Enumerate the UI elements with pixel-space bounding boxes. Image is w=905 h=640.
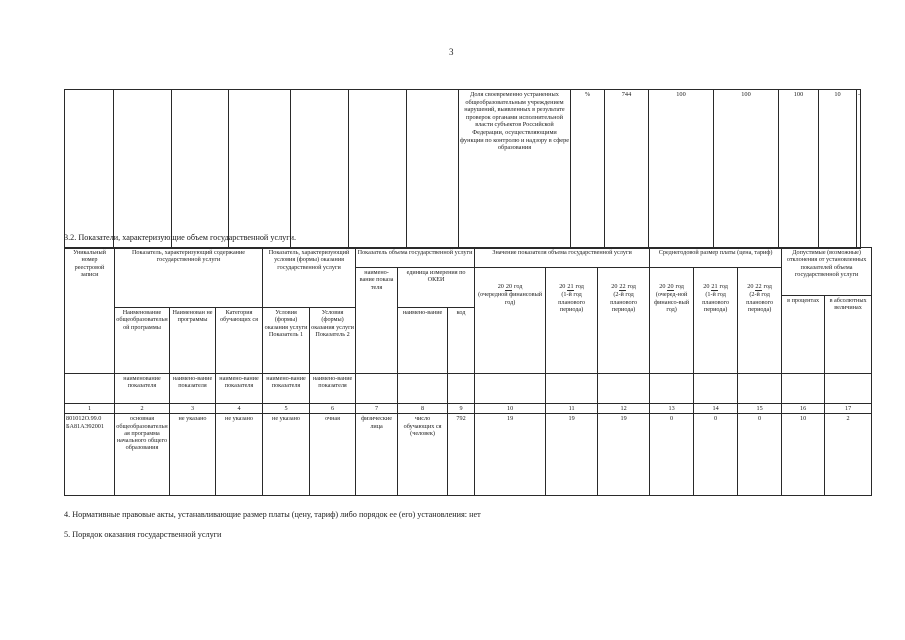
program: основная общеобразовательная программа начального общего образования xyxy=(115,414,170,496)
column-number: 5 xyxy=(263,404,310,414)
page-number: 3 xyxy=(449,47,454,57)
unit-name: число обучающих ся (человек) xyxy=(398,414,448,496)
empty-cell xyxy=(825,374,872,404)
sub-indicator-name: наимено-вание показателя xyxy=(170,374,216,404)
fee-2022: 0 xyxy=(738,414,782,496)
empty-cell xyxy=(114,90,172,249)
value-2021: 19 xyxy=(546,414,598,496)
category: не указано xyxy=(216,414,263,496)
column-number: 13 xyxy=(650,404,694,414)
fee-2020: 0 xyxy=(650,414,694,496)
unit: % xyxy=(571,90,605,249)
header-program-name-2: Наименован не программы xyxy=(170,308,216,374)
column-number: 15 xyxy=(738,404,782,414)
column-number: 7 xyxy=(356,404,398,414)
header-conditions-indicator: Показатель, характеризующий условия (формы) оказания государственной услуги xyxy=(263,248,356,308)
empty-cell xyxy=(349,90,407,249)
empty-cell xyxy=(448,374,475,404)
header-year-2021: 20 21 год (1-й год планового периода) xyxy=(546,268,598,374)
header-fee-2021: 20 21 год (1-й год планового периода) xyxy=(694,268,738,374)
empty-cell xyxy=(738,374,782,404)
header-unit-code: код xyxy=(448,308,475,374)
sub-indicator-name: наимено-вание показателя xyxy=(263,374,310,404)
header-unit-okei: единица измерения по ОКЕИ xyxy=(398,268,475,308)
volume-indicators-table xyxy=(64,247,872,496)
column-number: 10 xyxy=(475,404,546,414)
empty-cell xyxy=(598,374,650,404)
okei-code: 744 xyxy=(605,90,649,249)
header-conditions-2: Условия (формы) оказания услуги Показатель 2 xyxy=(310,308,356,374)
deviation-absolute: 2 xyxy=(825,414,872,496)
column-number: 17 xyxy=(825,404,872,414)
deviation-percent: 10 xyxy=(819,90,857,249)
sub-indicator-name: наименование показателя xyxy=(115,374,170,404)
header-record-number: Уникальный номер реестровой записи xyxy=(65,248,115,374)
empty-cell xyxy=(546,374,598,404)
header-in-percent: в процентах xyxy=(782,296,825,374)
empty-cell xyxy=(356,374,398,404)
column-number: 16 xyxy=(782,404,825,414)
header-volume-value: Значение показателя объема государственной услуги xyxy=(475,248,650,268)
header-program-name: Наименование общеобразовательной программы xyxy=(115,308,170,374)
header-conditions-1: Условия (формы) оказания услуги Показатель 1 xyxy=(263,308,310,374)
empty-cell xyxy=(65,90,114,249)
empty-cell xyxy=(694,374,738,404)
indicator: физические лица xyxy=(356,414,398,496)
section-5-title: 5. Порядок оказания государственной услуги xyxy=(64,530,222,539)
deviation-absolute: - xyxy=(857,90,861,249)
column-number: 14 xyxy=(694,404,738,414)
record-number: 801012О.99.0 БА81АЭ92001 xyxy=(65,414,115,496)
header-year-2020: 20 20 год (очередной финансовый год) xyxy=(475,268,546,374)
value-2022: 19 xyxy=(598,414,650,496)
header-content-indicator: Показатель, характеризующий содержание государственной услуги xyxy=(115,248,263,308)
header-unit-name: наимено-вание xyxy=(398,308,448,374)
header-fee-2020: 20 20 год (очеред-ной финансо-вый год) xyxy=(650,268,694,374)
quality-indicators-table xyxy=(64,89,861,249)
header-volume-indicator: Показатель объема государственной услуги xyxy=(356,248,475,268)
value-2021: 100 xyxy=(714,90,779,249)
column-number: 6 xyxy=(310,404,356,414)
empty-cell xyxy=(229,90,291,249)
empty-cell xyxy=(65,374,115,404)
column-number: 4 xyxy=(216,404,263,414)
column-number: 9 xyxy=(448,404,475,414)
header-fee-2022: 20 22 год (2-й год планового периода) xyxy=(738,268,782,374)
column-number: 11 xyxy=(546,404,598,414)
header-avg-fee: Среднегодовой размер платы (цена, тариф) xyxy=(650,248,782,268)
column-number: 8 xyxy=(398,404,448,414)
header-allowed-deviation: Допустимые (возможные) отклонения от установленных показателей объема государственной услуги xyxy=(782,248,872,296)
empty-cell xyxy=(291,90,349,249)
program-2: не указано xyxy=(170,414,216,496)
condition-2: очная xyxy=(310,414,356,496)
value-2020: 19 xyxy=(475,414,546,496)
header-student-category: Категория обучающих ся xyxy=(216,308,263,374)
empty-cell xyxy=(398,374,448,404)
value-2022: 100 xyxy=(779,90,819,249)
empty-cell xyxy=(407,90,459,249)
column-number: 12 xyxy=(598,404,650,414)
empty-cell xyxy=(650,374,694,404)
header-indicator-name: наимено-вание показа теля xyxy=(356,268,398,374)
column-number: 2 xyxy=(115,404,170,414)
deviation-percent: 10 xyxy=(782,414,825,496)
column-number: 1 xyxy=(65,404,115,414)
sub-indicator-name: наимено-вание показателя xyxy=(310,374,356,404)
section-4-title: 4. Нормативные правовые акты, устанавливающие размер платы (цену, тариф) либо порядок ее (его) установления: нет xyxy=(64,510,481,519)
column-number: 3 xyxy=(170,404,216,414)
header-year-2022: 20 22 год (2-й год планового периода) xyxy=(598,268,650,374)
fee-2021: 0 xyxy=(694,414,738,496)
empty-cell xyxy=(172,90,229,249)
header-in-absolute: в абсолютных величинах xyxy=(825,296,872,374)
empty-cell xyxy=(475,374,546,404)
section-3-2-title: 3.2. Показатели, характеризующие объем государственной услуги. xyxy=(64,233,297,242)
indicator-text: Доля своевременно устраненных общеобразовательным учреждением нарушений, выявленных в результате проверок органами исполнительной власти субъектов Российской Федерации, осуществляющими функции по контролю и надзору в сфере образования xyxy=(459,90,571,249)
value-2020: 100 xyxy=(649,90,714,249)
sub-indicator-name: наимено-вание показателя xyxy=(216,374,263,404)
condition-1: не указано xyxy=(263,414,310,496)
empty-cell xyxy=(782,374,825,404)
unit-code: 792 xyxy=(448,414,475,496)
